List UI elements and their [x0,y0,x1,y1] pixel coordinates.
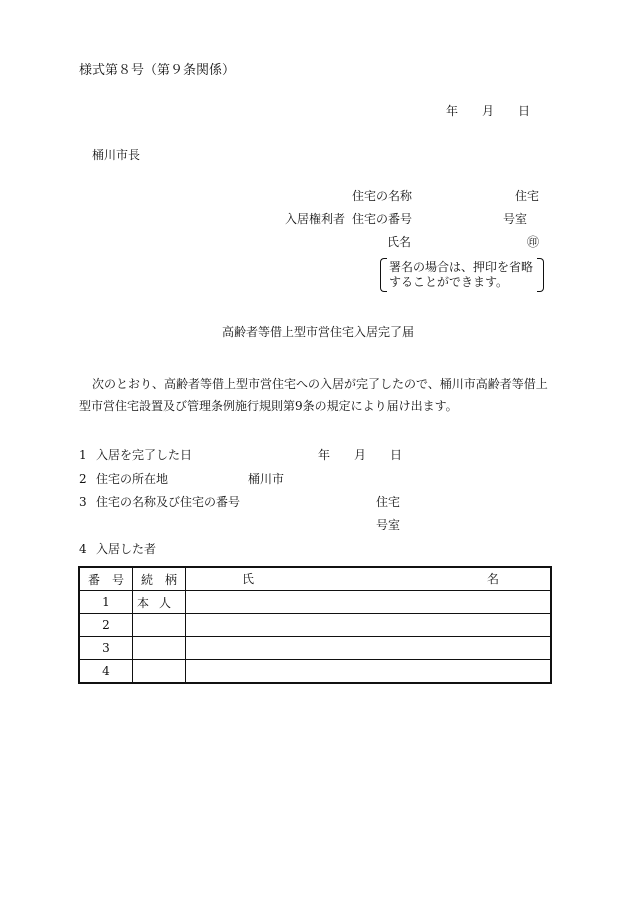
header-relation: 続 柄 [133,567,186,591]
housing-name-label: 住宅の名称 [352,189,413,203]
header-number: 番 号 [79,567,133,591]
item-1-label: 入居を完了した日 [96,448,193,462]
item-2-label: 住宅の所在地 [96,472,169,486]
item-4-number: 4 [79,542,87,556]
item-2-number: 2 [79,472,87,486]
row-relation[interactable] [133,660,186,684]
residents-table [78,566,552,684]
table-row [79,637,551,660]
name-label: 氏名 [387,235,412,249]
housing-number-label: 住宅の番号 [352,212,413,226]
header-name-right: 名 [487,572,500,586]
row-number: 4 [79,660,133,684]
row-number: 1 [79,591,133,614]
item-1-value: 年 月 日 [318,448,403,462]
row-relation[interactable] [133,614,186,637]
housing-number-suffix: 号室 [503,212,528,226]
date-line: 年 月 日 [446,104,531,118]
housing-name-suffix: 住宅 [515,189,540,203]
item-4-label: 入居した者 [96,542,157,556]
signature-note [380,258,544,292]
row-number: 2 [79,614,133,637]
bracket-left [380,258,387,292]
table-row [79,660,551,684]
bracket-right [537,258,544,292]
item-2-value: 桶川市 [248,472,285,486]
form-title: 様式第８号（第９条関係） [79,63,236,78]
row-name[interactable] [186,614,552,637]
item-3-value-room: 号室 [376,518,401,532]
row-name[interactable] [186,591,552,614]
row-name[interactable] [186,637,552,660]
signature-note-text [389,260,533,290]
note-line-1: 署名の場合は、押印を省略 [389,260,534,274]
seal-mark: ㊞ [527,235,540,249]
header-name-left: 氏 [242,572,255,586]
row-relation[interactable] [133,637,186,660]
body-text: 次のとおり、高齢者等借上型市営住宅への入居が完了したので、桶川市高齢者等借上型市営住宅設置及び管理条例施行規則第9条の規定により届け出ます。 [79,377,548,413]
table-row [79,591,551,614]
item-1-number: 1 [79,448,87,462]
row-relation: 本人 [133,591,186,614]
row-number: 3 [79,637,133,660]
table-header-row [79,567,551,591]
document-title: 高齢者等借上型市営住宅入居完了届 [222,325,415,339]
note-line-2: することができます。 [389,275,509,289]
item-3-label: 住宅の名称及び住宅の番号 [96,495,241,509]
item-3-value-housing: 住宅 [376,495,401,509]
item-3-number: 3 [79,495,87,509]
rights-holder-label: 入居権利者 [285,212,346,226]
header-name [186,567,552,591]
table-row [79,614,551,637]
addressee: 桶川市長 [92,148,141,162]
row-name[interactable] [186,660,552,684]
